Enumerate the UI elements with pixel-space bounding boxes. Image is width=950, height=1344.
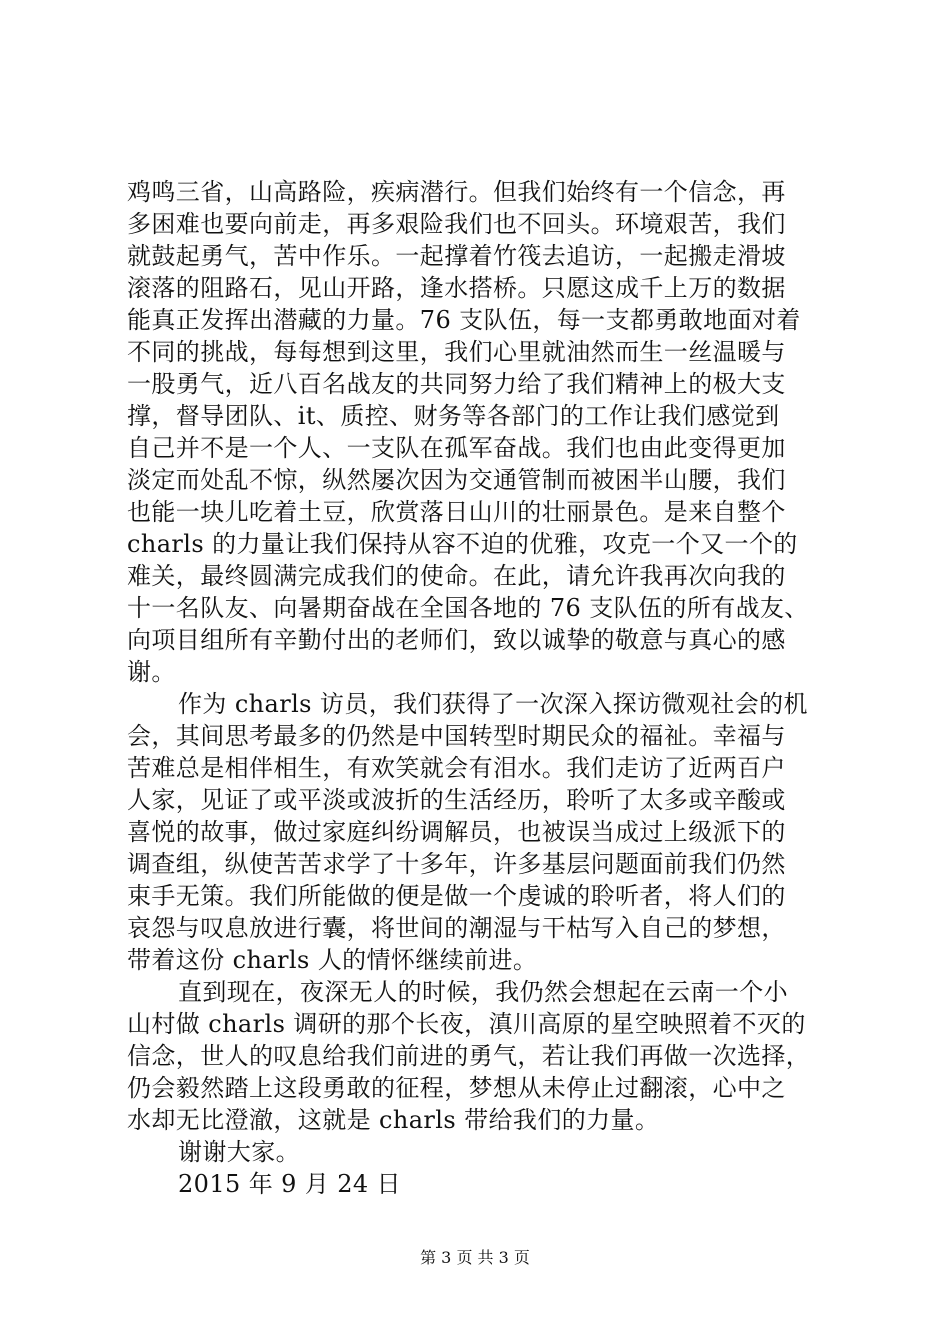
text-line: 难关，最终圆满完成我们的使命。在此，请允许我再次向我的 <box>127 562 786 590</box>
text-line: 哀怨与叹息放进行囊，将世间的潮湿与干枯写入自己的梦想， <box>127 914 786 942</box>
text-line: 带着这份 charls 人的情怀继续前进。 <box>127 946 538 974</box>
text-line: 苦难总是相伴相生，有欢笑就会有泪水。我们走访了近两百户 <box>127 754 786 782</box>
text-line: 十一名队友、向暑期奋战在全国各地的 76 支队伍的所有战友、 <box>127 594 809 622</box>
text-line: 能真正发挥出潜藏的力量。76 支队伍，每一支都勇敢地面对着 <box>127 306 801 334</box>
text-line: 水却无比澄澈，这就是 charls 带给我们的力量。 <box>127 1106 660 1134</box>
text-line: 谢。 <box>127 658 176 686</box>
text-line: 信念，世人的叹息给我们前进的勇气，若让我们再做一次选择， <box>127 1042 811 1070</box>
text-line: 不同的挑战，每每想到这里，我们心里就油然而生一丝温暖与 <box>127 338 786 366</box>
text-line: 向项目组所有辛勤付出的老师们，致以诚挚的敬意与真心的感 <box>127 626 786 654</box>
text-line: 鸡鸣三省，山高路险，疾病潜行。但我们始终有一个信念，再 <box>127 178 786 206</box>
text-line: 会，其间思考最多的仍然是中国转型时期民众的福祉。幸福与 <box>127 722 786 750</box>
text-line: 调查组，纵使苦苦求学了十多年，许多基层问题面前我们仍然 <box>127 850 786 878</box>
closing-thanks: 谢谢大家。 <box>178 1138 300 1166</box>
date-line: 2015 年 9 月 24 日 <box>178 1170 402 1198</box>
paragraph-start: 作为 charls 访员，我们获得了一次深入探访微观社会的机 <box>178 690 808 718</box>
paragraph-start: 直到现在，夜深无人的时候，我仍然会想起在云南一个小 <box>178 978 788 1006</box>
text-line: 多困难也要向前走，再多艰险我们也不回头。环境艰苦，我们 <box>127 210 786 238</box>
text-line: 山村做 charls 调研的那个长夜，滇川高原的星空映照着不灭的 <box>127 1010 806 1038</box>
text-line: 一股勇气，近八百名战友的共同努力给了我们精神上的极大支 <box>127 370 786 398</box>
text-line: charls 的力量让我们保持从容不迫的优雅，攻克一个又一个的 <box>127 530 798 558</box>
text-line: 就鼓起勇气，苦中作乐。一起撑着竹筏去追访，一起搬走滑坡 <box>127 242 786 270</box>
text-line: 人家，见证了或平淡或波折的生活经历，聆听了太多或辛酸或 <box>127 786 786 814</box>
text-line: 撑，督导团队、it、质控、财务等各部门的工作让我们感觉到 <box>127 402 780 430</box>
text-line: 束手无策。我们所能做的便是做一个虔诚的聆听者，将人们的 <box>127 882 786 910</box>
page-number-footer: 第 3 页 共 3 页 <box>420 1248 530 1267</box>
text-line: 喜悦的故事，做过家庭纠纷调解员，也被误当成过上级派下的 <box>127 818 786 846</box>
text-line: 滚落的阻路石，见山开路，逢水搭桥。只愿这成千上万的数据 <box>127 274 786 302</box>
text-line: 自己并不是一个人、一支队在孤军奋战。我们也由此变得更加 <box>127 434 786 462</box>
text-line: 淡定而处乱不惊，纵然屡次因为交通管制而被困半山腰，我们 <box>127 466 786 494</box>
text-line: 也能一块儿吃着土豆，欣赏落日山川的壮丽景色。是来自整个 <box>127 498 786 526</box>
text-line: 仍会毅然踏上这段勇敢的征程，梦想从未停止过翻滚，心中之 <box>127 1074 786 1102</box>
